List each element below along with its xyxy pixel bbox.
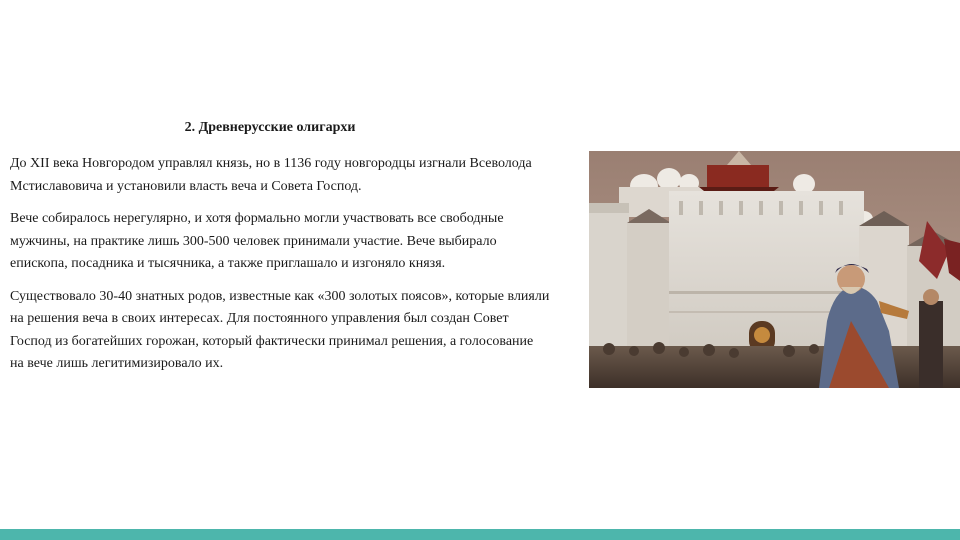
slide-title: 2. Древнерусские олигархи [184, 120, 356, 135]
paragraph-3: Существовало 30-40 знатных родов, известные как «300 золотых поясов», которые влияли на решения веча в своих интересах. Для постоянного управления был создан Совет Господ из богатейших горожан, который фактически принимал решения, а голосование на вече лишь легитимизировало их. [10, 288, 550, 371]
accent-bar [0, 529, 960, 540]
paragraph-1: До XII века Новгородом управлял князь, но в 1136 году новгородцы изгнали Всеволода Мстиславовича и установили власть веча и Совета Господ. [10, 156, 532, 194]
kremlin-veche-photo [589, 151, 960, 388]
slide-body [10, 153, 550, 386]
accent-bar-fill [0, 529, 960, 540]
paragraph-2: Вече собиралось нерегулярно, и хотя формально могли участвовать все свободные мужчины, на практике лишь 300-500 человек принимали участие. Вече выбирало епископа, посадника и тысячника, а также приглашало и изгоняло князя. [10, 211, 504, 271]
